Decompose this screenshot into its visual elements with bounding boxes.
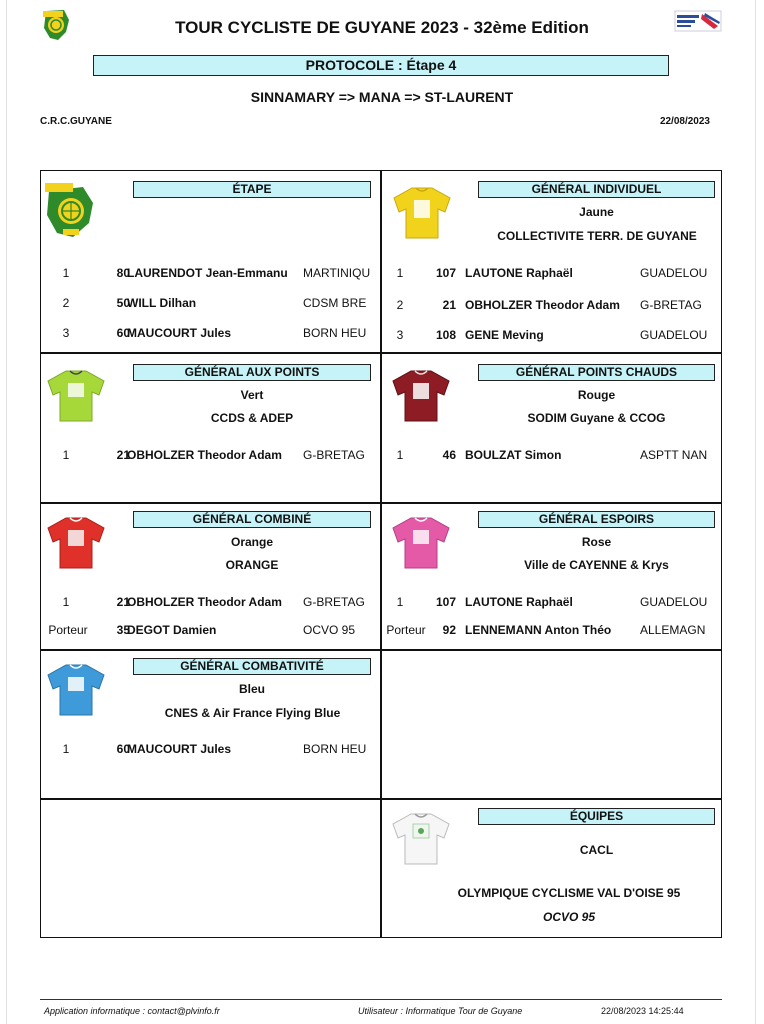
table-row (382, 595, 722, 611)
position: 1 (396, 448, 404, 462)
jersey-sponsor: COLLECTIVITE TERR. DE GUYANE (497, 229, 697, 243)
bib-number: 50 (116, 296, 130, 310)
grid-divider (40, 502, 722, 504)
rider-name: LAUTONE Raphaël (465, 266, 573, 280)
page-title: TOUR CYCLISTE DE GUYANE 2023 - 32ème Edition (175, 18, 589, 37)
table-row (40, 742, 380, 758)
footer-app: Application informatique : contact@plvinfo.fr (44, 1006, 220, 1016)
general-combativite-header: GÉNÉRAL COMBATIVITÉ (133, 658, 371, 675)
rider-name: WILL Dilhan (127, 296, 197, 310)
general-individuel-header: GÉNÉRAL INDIVIDUEL (478, 181, 715, 198)
position: Porteur (386, 623, 426, 637)
position: 3 (396, 328, 404, 342)
rider-name: LENNEMANN Anton Théo (465, 623, 612, 637)
rider-name: LAURENDOT Jean-Emmanu (127, 266, 288, 280)
rider-name: MAUCOURT Jules (127, 742, 232, 756)
footer-user: Utilisateur : Informatique Tour de Guyane (358, 1006, 523, 1016)
position: 2 (62, 296, 70, 310)
position: 1 (62, 595, 70, 609)
team-sponsor: CACL (579, 843, 614, 857)
jersey-color: Rouge (577, 388, 616, 402)
rider-team: G-BRETAG (303, 448, 365, 462)
yellow-jersey-icon (390, 184, 454, 240)
rider-team: GUADELOU (640, 266, 708, 280)
rider-team: GUADELOU (640, 595, 708, 609)
rider-name: OBHOLZER Theodor Adam (465, 298, 620, 312)
date: 22/08/2023 (659, 116, 710, 127)
bib-number: 21 (442, 298, 456, 312)
table-row (40, 595, 380, 611)
table-row (40, 623, 380, 639)
bib-number: 92 (442, 623, 456, 637)
table-row (382, 623, 722, 639)
rider-team: MARTINIQU (303, 266, 371, 280)
rider-team: G-BRETAG (303, 595, 365, 609)
stage-logo-icon (43, 181, 97, 239)
rider-name: OBHOLZER Theodor Adam (127, 595, 282, 609)
bib-number: 21 (116, 595, 130, 609)
jersey-color: Vert (240, 388, 264, 402)
footer-divider (40, 999, 722, 1000)
general-espoirs-header: GÉNÉRAL ESPOIRS (478, 511, 715, 528)
jersey-color: Bleu (238, 682, 265, 696)
etape-header: ÉTAPE (133, 181, 371, 198)
rider-team: OCVO 95 (303, 623, 356, 637)
team-code: OCVO 95 (542, 910, 596, 924)
jersey-color: Orange (230, 535, 273, 549)
protocole-banner: PROTOCOLE : Étape 4 (93, 55, 669, 76)
position: 1 (62, 266, 70, 280)
rider-name: LAUTONE Raphaël (465, 595, 573, 609)
rider-team: CDSM BRE (303, 296, 367, 310)
grid-divider (40, 798, 722, 800)
rider-team: GUADELOU (640, 328, 708, 342)
rider-name: OBHOLZER Theodor Adam (127, 448, 282, 462)
table-row (40, 326, 380, 342)
table-row (382, 448, 722, 464)
rider-team: ALLEMAGN (640, 623, 706, 637)
jersey-sponsor: SODIM Guyane & CCOG (527, 411, 666, 425)
white-jersey-icon (389, 810, 453, 866)
general-combine-header: GÉNÉRAL COMBINÉ (133, 511, 371, 528)
blue-jersey-icon (44, 661, 108, 717)
rider-team: BORN HEU (303, 326, 367, 340)
rider-team: BORN HEU (303, 742, 367, 756)
route: SINNAMARY => MANA => ST-LAURENT (250, 89, 514, 105)
table-row (382, 328, 722, 344)
rider-name: GENE Meving (465, 328, 544, 342)
jersey-sponsor: ORANGE (225, 558, 279, 572)
position: 1 (396, 595, 404, 609)
bib-number: 60 (116, 326, 130, 340)
organizer: C.R.C.GUYANE (40, 116, 112, 127)
bib-number: 80 (116, 266, 130, 280)
bib-number: 107 (435, 266, 456, 280)
rider-name: MAUCOURT Jules (127, 326, 232, 340)
jersey-sponsor: CCDS & ADEP (210, 411, 294, 425)
red-jersey-icon (389, 367, 453, 423)
table-row (40, 266, 380, 282)
bib-number: 107 (435, 595, 456, 609)
table-row (382, 298, 722, 314)
bib-number: 35 (116, 623, 130, 637)
footer-timestamp: 22/08/2023 14:25:44 (601, 1006, 684, 1016)
green-jersey-icon (44, 367, 108, 423)
rider-team: G-BRETAG (640, 298, 702, 312)
position: 3 (62, 326, 70, 340)
orange-jersey-icon (44, 514, 108, 570)
position: Porteur (48, 623, 88, 637)
general-points-header: GÉNÉRAL AUX POINTS (133, 364, 371, 381)
equipes-header: ÉQUIPES (478, 808, 715, 825)
bib-number: 46 (442, 448, 456, 462)
team-name: OLYMPIQUE CYCLISME VAL D'OISE 95 (457, 886, 681, 900)
grid-divider (380, 170, 382, 938)
jersey-sponsor: Ville de CAYENNE & Krys (524, 558, 669, 572)
bib-number: 108 (435, 328, 456, 342)
general-points-chauds-header: GÉNÉRAL POINTS CHAUDS (478, 364, 715, 381)
grid-divider (40, 649, 722, 651)
jersey-sponsor: CNES & Air France Flying Blue (164, 706, 341, 720)
rider-name: BOULZAT Simon (465, 448, 562, 462)
jersey-color: Rose (581, 535, 612, 549)
position: 1 (62, 742, 70, 756)
position: 2 (396, 298, 404, 312)
bib-number: 60 (116, 742, 130, 756)
rider-team: ASPTT NAN (640, 448, 708, 462)
table-row (40, 296, 380, 312)
position: 1 (62, 448, 70, 462)
grid-divider (40, 352, 722, 354)
position: 1 (396, 266, 404, 280)
pink-jersey-icon (389, 514, 453, 570)
table-row (40, 448, 380, 464)
rider-name: DEGOT Damien (127, 623, 217, 637)
table-row (382, 266, 722, 282)
jersey-color: Jaune (579, 205, 614, 219)
bib-number: 21 (116, 448, 130, 462)
